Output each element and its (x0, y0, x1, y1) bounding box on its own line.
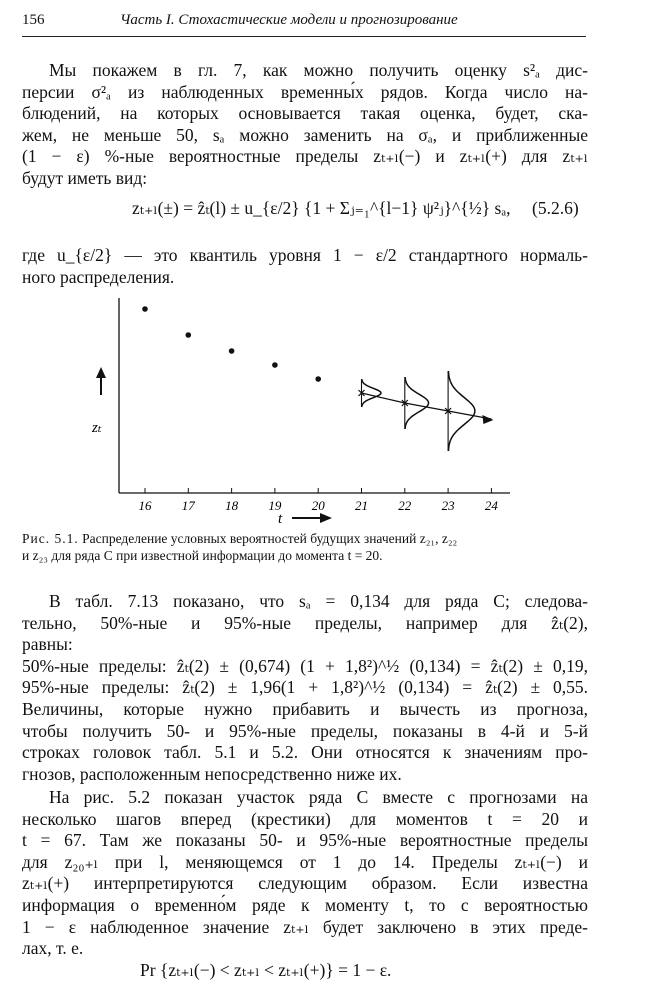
text-line: На рис. 5.2 показан участок ряда С вместе с прогнозами на (49, 787, 588, 807)
text-line: ного распределения. (22, 266, 175, 287)
text-line: жем, не меньше 50, sₐ можно заменить на σₐ, и приближенные (22, 124, 588, 145)
observed-point (186, 332, 192, 338)
paragraph-4 (22, 787, 588, 960)
x-tick-label: 18 (225, 498, 239, 513)
distribution-curve (405, 377, 429, 429)
text-line: Мы покажем в гл. 7, как можно получить оценку s²ₐ дис- (49, 60, 588, 80)
text-line: блюдений, на которых основывается такая оценка, будет, ска- (22, 103, 588, 124)
x-tick-label: 22 (398, 498, 412, 513)
x-tick-label: 21 (355, 498, 368, 513)
text-line: для z₂₀₊ₗ при l, меняющемся от 1 до 14. Пределы zₜ₊ₗ(−) и (22, 851, 588, 872)
figure-5-1 (0, 290, 667, 525)
paragraph-1 (22, 60, 588, 190)
figure-caption (22, 530, 588, 564)
caption-label: Рис. 5.1. (22, 531, 79, 546)
x-axis-label: t (278, 511, 283, 525)
caption-text: Распределение условных вероятностей будущих значений z₂₁, z₂₂ (82, 531, 458, 546)
x-arrow-head-icon (320, 513, 332, 523)
text-line: В табл. 7.13 показано, что sₐ = 0,134 для ряда С; следова- (49, 591, 588, 611)
formula-line: 50%-ные пределы: ẑₜ(2) ± (0,674) (1 + 1,8²)^½ (0,134) = ẑₜ(2) ± 0,19, (22, 655, 588, 676)
text-line: равны: (22, 634, 73, 655)
observed-point (229, 348, 235, 354)
x-tick-label: 19 (268, 498, 282, 513)
text-line: строках головок табл. 5.1 и 5.2. Они относятся к значениям про- (22, 742, 588, 763)
observed-point (272, 362, 278, 368)
text-line: информация о временно́м ряде к моменту t, то с вероятностью (22, 894, 588, 915)
x-tick-label: 16 (138, 498, 152, 513)
formula-line: 95%-ные пределы: ẑₜ(2) ± 1,96(1 + 1,8²)^½ (0,134) = ẑₜ(2) ± 0,55. (22, 677, 588, 698)
x-tick-label: 17 (181, 498, 195, 513)
y-axis-label: zₜ (92, 420, 102, 436)
equation-probability: Pr {zₜ₊ₗ(−) < zₜ₊ₗ < zₜ₊ₗ(+)} = 1 − ε. (140, 960, 392, 980)
paragraph-3 (22, 591, 588, 785)
equation-5-2-6: zₜ₊ₗ(±) = ẑₜ(l) ± u_{ε/2} {1 + Σⱼ₌₁^{l−1} ψ²ⱼ}^{½} sₐ, (132, 198, 511, 218)
x-tick-label: 23 (441, 498, 455, 513)
text-line: Величины, которые нужно прибавить и вычесть из прогноза, (22, 698, 588, 719)
text-line: (1 − ε) %-ные вероятностные пределы zₜ₊ₗ(−) и zₜ₊ₗ(+) для zₜ₊ₗ (22, 146, 588, 167)
equation-number: (5.2.6) (532, 198, 579, 218)
text-line: zₜ₊ₗ(+) интерпретируются следующим образом. Если известна (22, 873, 588, 894)
text-line: где u_{ε/2} — это квантиль уровня 1 − ε/2 стандартного нормаль- (22, 245, 588, 265)
text-line: несколько шагов вперед (крестики) для моментов t = 20 и (22, 808, 588, 829)
text-line: чтобы получить 50- и 95%-ные пределы, показаны в 4-й и 5-й (22, 720, 588, 741)
page-header (22, 12, 586, 37)
distribution-curve (362, 379, 381, 407)
observed-point (315, 376, 321, 382)
text-line: лах, т. е. (22, 938, 84, 959)
x-tick-label: 20 (311, 498, 325, 513)
text-line: гнозов, расположенным непосредственно ниже их. (22, 763, 402, 784)
distribution-curve (448, 371, 475, 451)
page-number: 156 (22, 12, 45, 28)
paragraph-2 (22, 245, 588, 288)
text-line: тельно, 50%-ные и 95%-ные пределы, например для ẑₜ(2), (22, 612, 588, 633)
observed-point (142, 306, 148, 312)
forecast-arrow-icon (482, 415, 493, 424)
text-line: 1 − ε наблюденное значение zₜ₊ₗ будет заключено в этих преде- (22, 916, 588, 937)
running-title: Часть I. Стохастические модели и прогнозирование (120, 12, 458, 28)
caption-text-2: и z₂₃ для ряда С при известной информации до момента t = 20. (22, 548, 383, 563)
text-line: t = 67. Там же показаны 50- и 95%-ные вероятностные пределы (22, 830, 588, 851)
text-line: будут иметь вид: (22, 167, 148, 188)
y-arrow-head-icon (96, 367, 106, 378)
text-line: персии σ²ₐ из наблюденных временны́х рядов. Когда число на- (22, 81, 588, 102)
x-tick-label: 24 (484, 498, 498, 513)
